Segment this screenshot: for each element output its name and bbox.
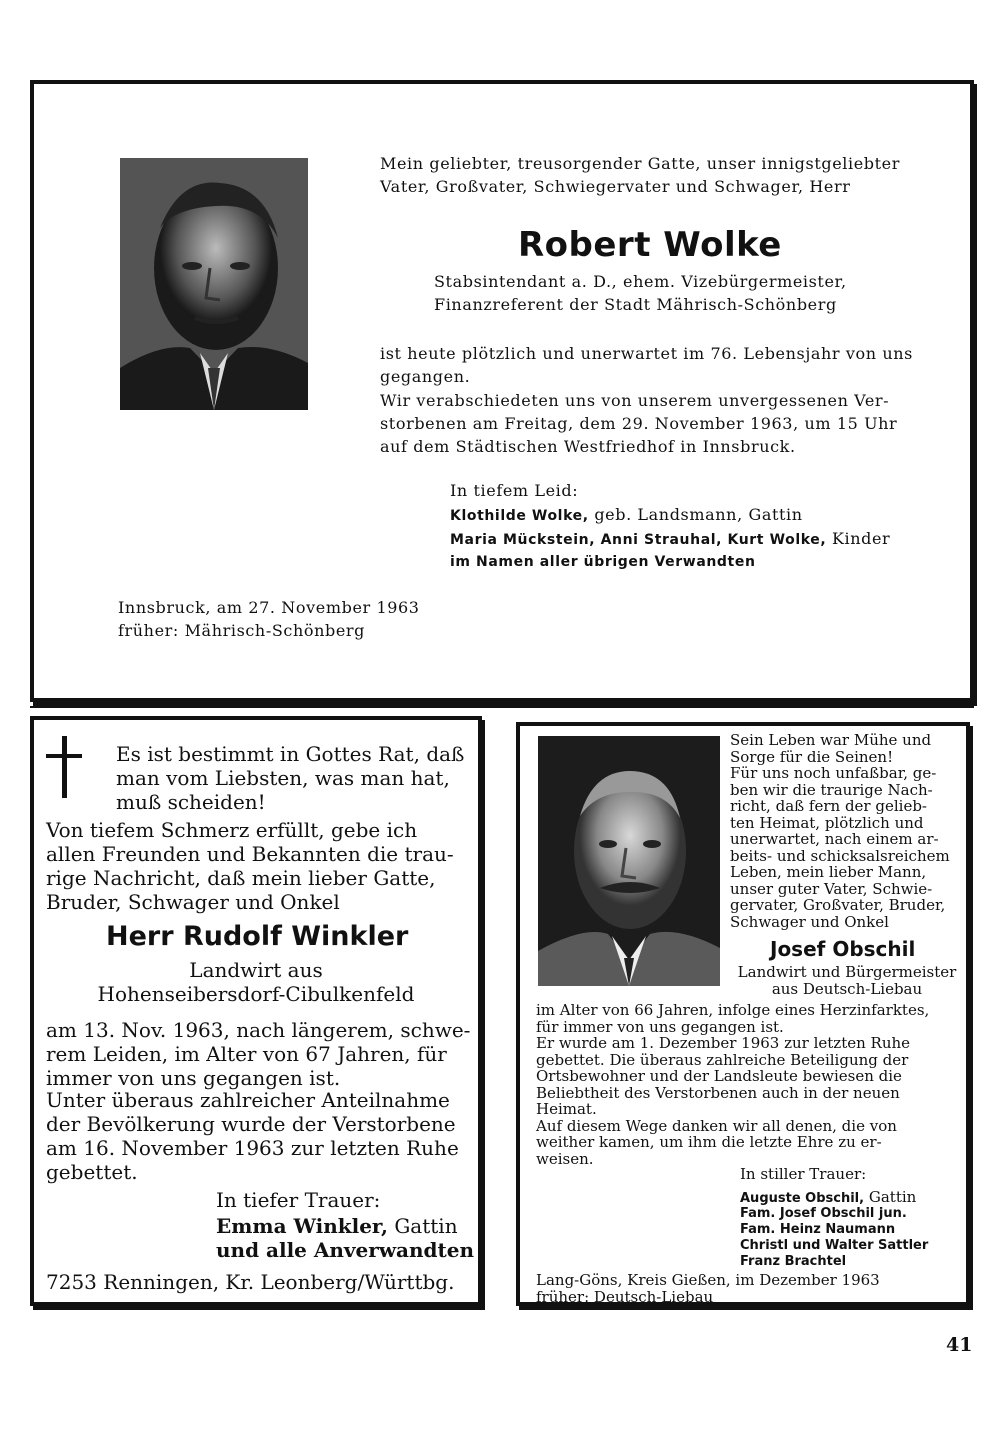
mourner-line-1: Emma Winkler, Gattin — [216, 1214, 458, 1238]
deceased-name: Josef Obschil — [770, 937, 916, 961]
verse-text: Es ist bestimmt in Gottes Rat, daß man vom Liebsten, was man hat, muß scheiden! — [116, 742, 465, 814]
place: 7253 Renningen, Kr. Leonberg/Württbg. — [46, 1270, 455, 1294]
page-number: 41 — [946, 1334, 973, 1356]
body-text-1: am 13. Nov. 1963, nach längerem, schwe- rem Leiden, im Alter von 67 Jahren, für immer von uns gegangen ist. — [46, 1018, 471, 1090]
portrait-robert-wolke — [120, 158, 308, 410]
intro-text: Mein geliebter, treusorgender Gatte, unser innigstgeliebter Vater, Großvater, Schwiegervater und Schwager, Herr — [380, 154, 900, 196]
body-text-1: ist heute plötzlich und unerwartet im 76. Lebensjahr von uns gegangen. — [380, 344, 913, 386]
mourning-intro: In stiller Trauer: — [740, 1165, 867, 1183]
cross-icon — [46, 736, 82, 798]
obituary-rudolf-winkler — [30, 716, 482, 1306]
body-text-2: Unter überaus zahlreicher Anteilnahme der Bevölkerung wurde der Verstorbene am 16. November 1963 zur letzten Ruhe gebettet. — [46, 1088, 459, 1184]
mourning-intro: In tiefem Leid: — [450, 481, 579, 500]
mourner-line-1: Auguste Obschil, Gattin — [740, 1188, 917, 1206]
intro-text: Sein Leben war Mühe und Sorge für die Seinen! Für uns noch unfaßbar, ge- ben wir die traurige Nach- richt, daß fern der gelieb- ten Heimat, plötzlich und unerwartet, nach einem ar- beits- und schicksalsreichem Leben, mein lieber Mann, unser guter Vater, Schwie- gervater, Großvater, Bruder, Schwager und Onkel — [730, 731, 950, 931]
mourner-line-2: und alle Anverwandten — [216, 1238, 475, 1262]
place-date: Innsbruck, am 27. November 1963 früher: Mährisch-Schönberg — [118, 598, 420, 640]
obituary-josef-obschil — [516, 722, 970, 1306]
mourning-intro: In tiefer Trauer: — [216, 1188, 381, 1212]
mourner-line-3: im Namen aller übrigen Verwandten — [450, 554, 756, 570]
body-text-2: Wir verabschiedeten uns von unserem unvergessenen Ver- storbenen am Freitag, dem 29. November 1963, um 15 Uhr auf dem Städtischen Westfriedhof in Innsbruck. — [380, 391, 898, 456]
body-text: im Alter von 66 Jahren, infolge eines Herzinfarktes, für immer von uns gegangen ist. Er wurde am 1. Dezember 1963 zur letzten Ruhe gebettet. Die überaus zahlreiche Beteiligung der Ortsbewohner und der Landsleute bewiesen die Beliebtheit des Verstorbenen auch in der neuen Heimat. Auf diesem Wege danken wir all denen, die von weither kamen, um ihm die letzte Ehre zu er- weisen. — [536, 1001, 930, 1168]
place-date: Lang-Göns, Kreis Gießen, im Dezember 1963 früher: Deutsch-Liebau — [536, 1271, 880, 1306]
intro-text: Von tiefem Schmerz erfüllt, gebe ich allen Freunden und Bekannten die trau- rige Nachricht, daß mein lieber Gatte, Bruder, Schwager und Onkel — [46, 818, 454, 914]
obituary-robert-wolke — [30, 80, 974, 702]
deceased-title: Landwirt und Bürgermeister aus Deutsch-Liebau — [737, 963, 957, 998]
deceased-name: Robert Wolke — [518, 225, 782, 265]
deceased-name: Herr Rudolf Winkler — [106, 921, 409, 952]
mourner-line-1: Klothilde Wolke, geb. Landsmann, Gattin — [450, 505, 803, 524]
mourner-line-2: Maria Mückstein, Anni Strauhal, Kurt Wolke, Kinder — [450, 529, 891, 548]
deceased-title: Landwirt aus Hohenseibersdorf-Cibulkenfeld — [97, 958, 415, 1006]
deceased-title: Stabsintendant a. D., ehem. Vizebürgermeister, Finanzreferent der Stadt Mährisch-Schönberg — [434, 272, 847, 314]
section-divider — [30, 706, 974, 708]
portrait-josef-obschil — [538, 736, 720, 986]
mourner-list: Fam. Josef Obschil jun. Fam. Heinz Naumann Christl und Walter Sattler Franz Brachtel — [740, 1206, 929, 1269]
